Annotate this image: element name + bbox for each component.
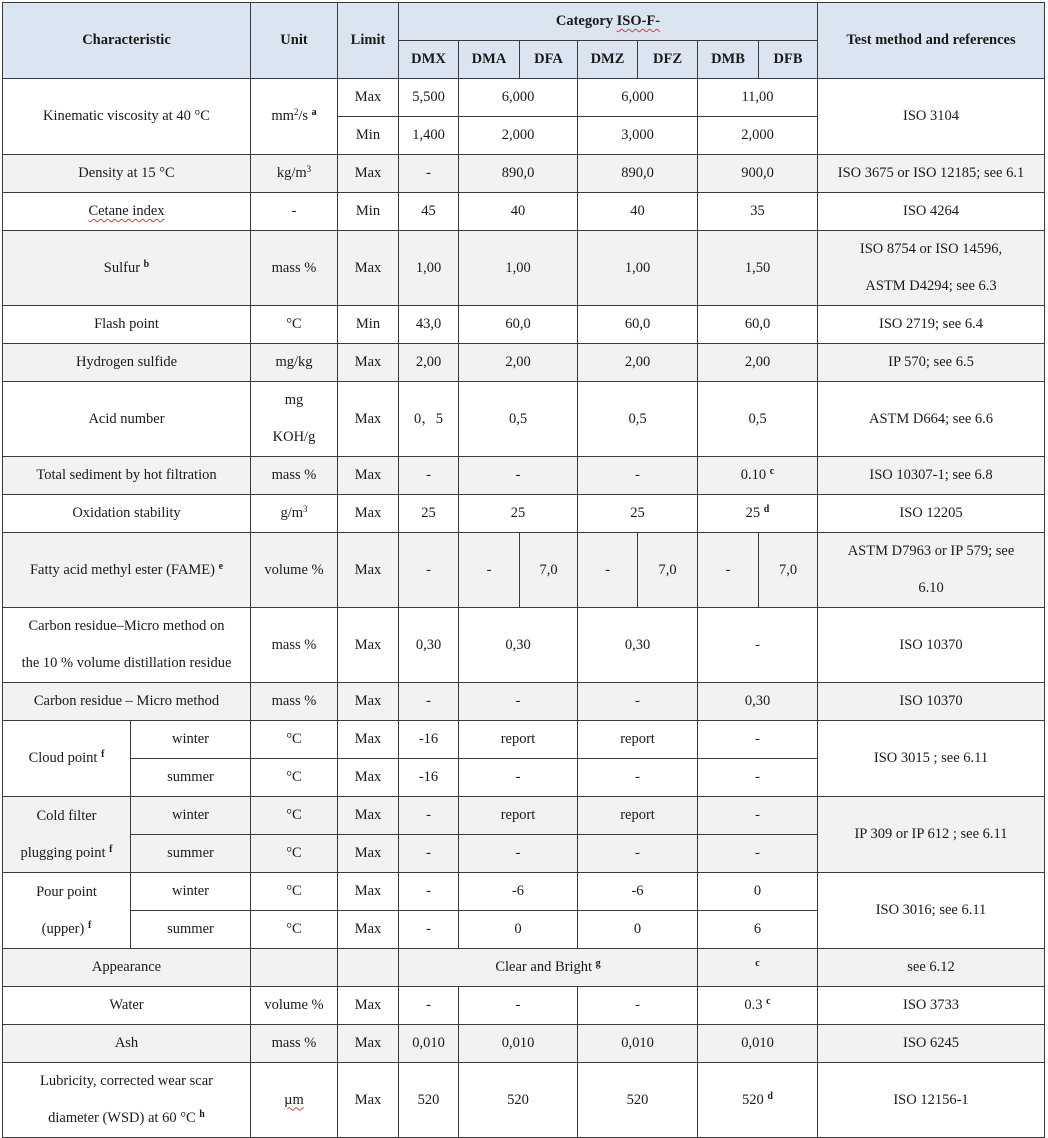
- cell-dma-dfa: 25: [459, 495, 578, 533]
- cell-unit: mass %: [251, 1025, 338, 1063]
- cell-dma-dfa: 890,0: [459, 155, 578, 193]
- cell-dma-dfa: 60,0: [459, 306, 578, 344]
- cell-dfz: 7,0: [638, 533, 698, 608]
- cell-dmx: 520: [399, 1063, 459, 1138]
- cell-unit: µm: [251, 1063, 338, 1138]
- cell-test-method: ASTM D664; see 6.6: [818, 382, 1045, 457]
- header-grade-dfb: DFB: [759, 41, 818, 79]
- footnote-marker: h: [199, 1109, 205, 1120]
- cell-dma-dfa: -: [459, 987, 578, 1025]
- cell-test-method: IP 309 or IP 612 ; see 6.11: [818, 797, 1045, 873]
- table-row-cloud-point-winter: [3, 721, 1045, 759]
- cell-limit: Max: [338, 721, 399, 759]
- cell-test-method: ISO 10370: [818, 608, 1045, 683]
- cell-limit: Max: [338, 683, 399, 721]
- cell-dma-dfa: 40: [459, 193, 578, 231]
- footnote-marker: c: [755, 958, 760, 969]
- cell-characteristic: Hydrogen sulfide: [3, 344, 251, 382]
- cell-dmx: 43,0: [399, 306, 459, 344]
- cell-dmz-dfz: -: [578, 759, 698, 797]
- cell-dmx: -: [399, 683, 459, 721]
- cell-test-method: ISO 3733: [818, 987, 1045, 1025]
- cell-test-method: IP 570; see 6.5: [818, 344, 1045, 382]
- table-row-kinematic-viscosity-max: [3, 79, 1045, 117]
- cell-dmz-dfz: 0: [578, 911, 698, 949]
- cell-dmz-dfz: 40: [578, 193, 698, 231]
- cell-unit: °C: [251, 835, 338, 873]
- cell-unit: °C: [251, 873, 338, 911]
- cell-test-method: see 6.12: [818, 949, 1045, 987]
- cell-test-method: ISO 3104: [818, 79, 1045, 155]
- cell-test-method: ISO 12156-1: [818, 1063, 1045, 1138]
- cell-dmz: -: [578, 533, 638, 608]
- cell-unit: °C: [251, 759, 338, 797]
- cell-limit: Max: [338, 79, 399, 117]
- table-row-oxidation-stability: [3, 495, 1045, 533]
- header-grade-dfz: DFZ: [638, 41, 698, 79]
- cell-characteristic: Carbon residue–Micro method on the 10 % volume distillation residue: [3, 608, 251, 683]
- cell-test-method: ISO 3015 ; see 6.11: [818, 721, 1045, 797]
- cell-dmz-dfz: 0,30: [578, 608, 698, 683]
- cell-dmx: 0,30: [399, 608, 459, 683]
- cell-dma-dfa: report: [459, 797, 578, 835]
- cell-limit: Min: [338, 193, 399, 231]
- cell-dmb-dfb: 0.10 $^c$: [698, 457, 818, 495]
- cell-season: winter: [131, 873, 251, 911]
- cell-characteristic: Density at 15 °C: [3, 155, 251, 193]
- header-grade-dfa: DFA: [520, 41, 578, 79]
- cell-characteristic: Appearance: [3, 949, 251, 987]
- cell-dma-dfa: 6,000: [459, 79, 578, 117]
- cell-unit: mg/kg: [251, 344, 338, 382]
- cell-unit: °C: [251, 911, 338, 949]
- header-unit: Unit: [251, 3, 338, 79]
- header-category: Category ISO-F-: [399, 3, 818, 41]
- cell-dma-dfa: 2,00: [459, 344, 578, 382]
- cell-limit: Max: [338, 1063, 399, 1138]
- cell-dmb-dfb: 60,0: [698, 306, 818, 344]
- cell-dmz-dfz: report: [578, 721, 698, 759]
- cell-dmz-dfz: -6: [578, 873, 698, 911]
- table-row-appearance: [3, 949, 1045, 987]
- cell-limit: Max: [338, 533, 399, 608]
- cell-limit: Max: [338, 873, 399, 911]
- header-grade-dmz: DMZ: [578, 41, 638, 79]
- header-test-method: Test method and references: [818, 3, 1045, 79]
- cell-dmb-dfb: 1,50: [698, 231, 818, 306]
- cell-unit: $mm^2/s$ $^a$: [251, 79, 338, 155]
- cell-dma-dfa: 0,30: [459, 608, 578, 683]
- cell-dmb-dfb: 35: [698, 193, 818, 231]
- cell-season: winter: [131, 721, 251, 759]
- cell-dmx: 0,010: [399, 1025, 459, 1063]
- cell-dmx: 45: [399, 193, 459, 231]
- cell-unit: °C: [251, 306, 338, 344]
- cell-limit: Max: [338, 1025, 399, 1063]
- cell-dmb-dfb: 0.3 $^c$: [698, 987, 818, 1025]
- footnote-marker: f: [101, 749, 105, 760]
- table-row-sulfur: [3, 231, 1045, 306]
- cell-limit: Min: [338, 306, 399, 344]
- cell-dmz-dfz: -: [578, 457, 698, 495]
- table-row-density: [3, 155, 1045, 193]
- cell-dmx: 2,00: [399, 344, 459, 382]
- cell-unit: [251, 949, 338, 987]
- spec-table-container: [2, 2, 1045, 1138]
- cell-characteristic: Carbon residue – Micro method: [3, 683, 251, 721]
- cell-dma-dfa: -: [459, 683, 578, 721]
- cell-dmz-dfz: -: [578, 683, 698, 721]
- cell-dmz-dfz: 0,010: [578, 1025, 698, 1063]
- cell-test-method: ISO 6245: [818, 1025, 1045, 1063]
- cell-dmz-dfz: 3,000: [578, 117, 698, 155]
- cell-dmb-dfb: 520 $^d$: [698, 1063, 818, 1138]
- footnote-marker: g: [595, 958, 601, 969]
- header-row-1: [3, 3, 1045, 41]
- footnote-marker: c: [766, 996, 771, 1007]
- cell-dma-dfa: -6: [459, 873, 578, 911]
- cell-dma-dfa: 520: [459, 1063, 578, 1138]
- header-characteristic: Characteristic: [3, 3, 251, 79]
- category-code: ISO-F-: [616, 13, 661, 29]
- cell-dmx: -: [399, 457, 459, 495]
- cell-unit: mass %: [251, 608, 338, 683]
- cell-dmx: -: [399, 835, 459, 873]
- cell-dmx: -16: [399, 721, 459, 759]
- cell-limit: Max: [338, 911, 399, 949]
- table-row-lubricity: [3, 1063, 1045, 1138]
- cell-characteristic: Acid number: [3, 382, 251, 457]
- cell-season: summer: [131, 759, 251, 797]
- cell-unit: mass %: [251, 683, 338, 721]
- cell-test-method: ISO 2719; see 6.4: [818, 306, 1045, 344]
- cell-dmb-dfb: 11,00: [698, 79, 818, 117]
- cell-dmz-dfz: -: [578, 987, 698, 1025]
- footnote-marker: d: [763, 504, 770, 515]
- cell-limit: Max: [338, 759, 399, 797]
- cell-dmx: -: [399, 797, 459, 835]
- cell-dmz-dfz: -: [578, 835, 698, 873]
- cell-characteristic: Fatty acid methyl ester (FAME) $^e$: [3, 533, 251, 608]
- cell-limit: Max: [338, 495, 399, 533]
- cell-test-method: ASTM D7963 or IP 579; see 6.10: [818, 533, 1045, 608]
- cell-limit: Max: [338, 987, 399, 1025]
- cell-dma-dfa: 0: [459, 911, 578, 949]
- cell-season: summer: [131, 835, 251, 873]
- cell-dmz-dfz: 25: [578, 495, 698, 533]
- cell-dma-dfa: -: [459, 759, 578, 797]
- header-grade-dma: DMA: [459, 41, 520, 79]
- cell-dma: -: [459, 533, 520, 608]
- cell-dmb-dfb: 0: [698, 873, 818, 911]
- table-row-fame: [3, 533, 1045, 608]
- cell-characteristic: Oxidation stability: [3, 495, 251, 533]
- cell-season: summer: [131, 911, 251, 949]
- cell-dmb-dfb: 6: [698, 911, 818, 949]
- cell-limit: [338, 949, 399, 987]
- table-row-pour-point-winter: [3, 873, 1045, 911]
- cell-dma-dfa: 2,000: [459, 117, 578, 155]
- cell-dmx: -: [399, 987, 459, 1025]
- table-row-cfpp-winter: [3, 797, 1045, 835]
- cell-dmz-dfz: 0,5: [578, 382, 698, 457]
- table-row-total-sediment: [3, 457, 1045, 495]
- cell-dmx: -: [399, 911, 459, 949]
- header-grade-dmb: DMB: [698, 41, 759, 79]
- cell-dmx: -: [399, 873, 459, 911]
- cell-limit: Max: [338, 231, 399, 306]
- cell-limit: Max: [338, 797, 399, 835]
- cell-test-method: ISO 8754 or ISO 14596, ASTM D4294; see 6.3: [818, 231, 1045, 306]
- table-row-acid-number: [3, 382, 1045, 457]
- cell-dmx: 1,00: [399, 231, 459, 306]
- cell-limit: Max: [338, 835, 399, 873]
- table-row-water: [3, 987, 1045, 1025]
- header-grade-dmx: DMX: [399, 41, 459, 79]
- footnote-marker: e: [218, 560, 224, 572]
- cell-dmb-dfb: -: [698, 797, 818, 835]
- cell-test-method: ISO 3675 or ISO 12185; see 6.1: [818, 155, 1045, 193]
- cell-dmz-dfz: 6,000: [578, 79, 698, 117]
- cell-unit: volume %: [251, 987, 338, 1025]
- cell-characteristic: Lubricity, corrected wear scar diameter (WSD) at 60 °C $^h$: [3, 1063, 251, 1138]
- cell-unit: $kg/m^3$: [251, 155, 338, 193]
- cell-dmz-dfz: report: [578, 797, 698, 835]
- cell-characteristic: Water: [3, 987, 251, 1025]
- cell-dfb: 7,0: [759, 533, 818, 608]
- cell-unit: volume %: [251, 533, 338, 608]
- cell-test-method: ISO 10370: [818, 683, 1045, 721]
- cell-limit: Max: [338, 344, 399, 382]
- cell-test-method: ISO 10307-1; see 6.8: [818, 457, 1045, 495]
- cell-unit: -: [251, 193, 338, 231]
- cell-dmx-to-dfz: Clear and Bright $^g$: [399, 949, 698, 987]
- cell-dma-dfa: 0,010: [459, 1025, 578, 1063]
- cell-season: winter: [131, 797, 251, 835]
- cell-characteristic: Cloud point $^f$: [3, 721, 131, 797]
- cell-dmb-dfb: 900,0: [698, 155, 818, 193]
- cell-dmb-dfb: -: [698, 835, 818, 873]
- cell-test-method: ISO 4264: [818, 193, 1045, 231]
- cell-dmb-dfb: 0,30: [698, 683, 818, 721]
- footnote-marker: f: [109, 843, 113, 855]
- cell-dmb-dfb: -: [698, 759, 818, 797]
- cell-dmb-dfb: [698, 949, 818, 987]
- cell-test-method: ISO 12205: [818, 495, 1045, 533]
- footnote-marker: b: [143, 258, 150, 270]
- table-row-cetane-index: [3, 193, 1045, 231]
- cell-limit: Max: [338, 457, 399, 495]
- cell-unit: mass %: [251, 231, 338, 306]
- cell-dmb-dfb: 0,010: [698, 1025, 818, 1063]
- cell-unit: °C: [251, 797, 338, 835]
- table-row-hydrogen-sulfide: [3, 344, 1045, 382]
- cell-limit: Min: [338, 117, 399, 155]
- cell-dfa: 7,0: [520, 533, 578, 608]
- cell-limit: Max: [338, 155, 399, 193]
- cell-dmb-dfb: 25 $^d$: [698, 495, 818, 533]
- footnote-marker: c: [769, 466, 775, 477]
- cell-characteristic: Cetane index: [3, 193, 251, 231]
- cell-characteristic: Sulfur $^b$: [3, 231, 251, 306]
- cell-dmb-dfb: 0,5: [698, 382, 818, 457]
- cell-dmb-dfb: 2,000: [698, 117, 818, 155]
- cell-dma-dfa: 1,00: [459, 231, 578, 306]
- cell-dmx: 0，5: [399, 382, 459, 457]
- cell-unit: °C: [251, 721, 338, 759]
- footnote-marker: f: [87, 919, 92, 931]
- cell-dmx: 25: [399, 495, 459, 533]
- cell-characteristic: Flash point: [3, 306, 251, 344]
- cell-limit: Max: [338, 382, 399, 457]
- cell-dma-dfa: report: [459, 721, 578, 759]
- cell-dma-dfa: -: [459, 835, 578, 873]
- fuel-specification-table: [2, 2, 1045, 1138]
- cell-unit: mg KOH/g: [251, 382, 338, 457]
- cell-dmx: 5,500: [399, 79, 459, 117]
- cell-dmz-dfz: 520: [578, 1063, 698, 1138]
- header-limit: Limit: [338, 3, 399, 79]
- cell-dmb-dfb: -: [698, 721, 818, 759]
- table-row-flash-point: [3, 306, 1045, 344]
- cell-test-method: ISO 3016; see 6.11: [818, 873, 1045, 949]
- table-row-carbon-residue-10pct: [3, 608, 1045, 683]
- cell-dmb: -: [698, 533, 759, 608]
- cell-dmx: 1,400: [399, 117, 459, 155]
- cell-characteristic: Pour point (upper) $^f$: [3, 873, 131, 949]
- cell-dmb-dfb: -: [698, 608, 818, 683]
- cell-dmz-dfz: 2,00: [578, 344, 698, 382]
- cell-unit: $g/m^3$: [251, 495, 338, 533]
- cell-dmz-dfz: 890,0: [578, 155, 698, 193]
- cell-dma-dfa: 0,5: [459, 382, 578, 457]
- cell-unit: mass %: [251, 457, 338, 495]
- footnote-marker: a: [311, 107, 317, 118]
- footnote-marker: d: [767, 1090, 773, 1102]
- table-row-ash: [3, 1025, 1045, 1063]
- cell-characteristic: Kinematic viscosity at 40 °C: [3, 79, 251, 155]
- cell-dmz-dfz: 60,0: [578, 306, 698, 344]
- cell-dma-dfa: -: [459, 457, 578, 495]
- cell-dmx: -16: [399, 759, 459, 797]
- cell-dmx: -: [399, 155, 459, 193]
- cell-characteristic: Cold filter plugging point $^f$: [3, 797, 131, 873]
- cell-dmz-dfz: 1,00: [578, 231, 698, 306]
- cell-dmb-dfb: 2,00: [698, 344, 818, 382]
- cell-dmx: -: [399, 533, 459, 608]
- cell-characteristic: Total sediment by hot filtration: [3, 457, 251, 495]
- cell-limit: Max: [338, 608, 399, 683]
- cell-characteristic: Ash: [3, 1025, 251, 1063]
- table-row-carbon-residue: [3, 683, 1045, 721]
